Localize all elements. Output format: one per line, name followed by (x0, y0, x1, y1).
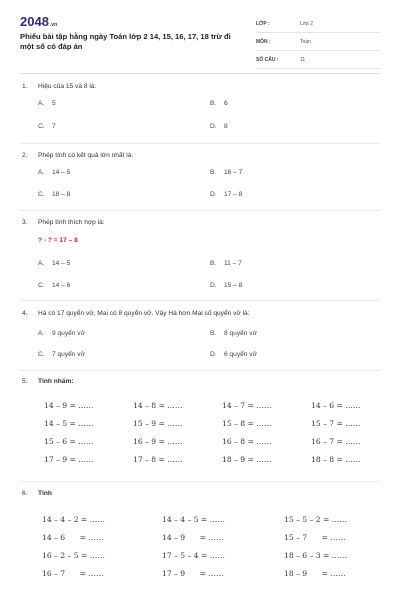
option-b[interactable] (210, 168, 242, 178)
calc-item: 14 – 6 = …… (42, 533, 104, 542)
question-number: 1. (22, 83, 28, 90)
question-prompt: Tính nhẩm: (38, 378, 74, 385)
calc-item: 17 – 9 = …… (162, 569, 224, 578)
option-letter: B. (210, 100, 217, 107)
calc-item: 16 – 7 = …… (42, 569, 104, 578)
question-separator (20, 300, 380, 301)
calc-item: 17 – 5 – 4 = …… (162, 551, 225, 560)
site-logo[interactable] (20, 14, 57, 29)
question-separator (20, 370, 380, 371)
meta-label: LỚP : (256, 21, 270, 27)
option-letter: A. (38, 100, 45, 107)
question-5 (22, 377, 378, 387)
question-text (22, 489, 378, 499)
calc-item: 16 – 8 = …… (222, 437, 272, 446)
option-text: 14 – 6 (52, 282, 71, 289)
option-text: 15 – 8 (224, 282, 243, 289)
question-text (22, 151, 378, 161)
question-prompt: Phép tính có kết quả lớn nhất là: (38, 152, 134, 159)
calc-item: 14 – 9 = …… (162, 533, 224, 542)
question-number: 6. (22, 490, 28, 497)
option-b[interactable] (210, 99, 228, 109)
meta-row-subject (256, 36, 380, 51)
calc-item: 18 – 6 – 3 = …… (284, 551, 347, 560)
question-2 (22, 151, 378, 198)
option-letter: A. (38, 169, 45, 176)
calc-item: 17 – 9 = …… (44, 455, 94, 464)
question-number: 5. (22, 378, 28, 385)
option-letter: D. (210, 191, 217, 198)
option-d[interactable] (210, 281, 242, 291)
option-text: 9 quyển vở (52, 330, 85, 337)
question-number: 2. (22, 152, 28, 159)
question-1 (22, 82, 378, 130)
option-letter: D. (210, 282, 217, 289)
calc-item: 14 – 4 – 2 = …… (42, 515, 105, 524)
question-number: 3. (22, 219, 28, 226)
calc-item: 15 – 9 = …… (133, 419, 183, 428)
question-prompt: Hà có 17 quyển vở, Mai có 8 quyển vở. Vậy Hà hơn Mai số quyển vở là: (38, 310, 250, 317)
meta-row-class (256, 18, 380, 33)
option-c[interactable] (38, 350, 85, 360)
meta-label: SỐ CÂU : (256, 57, 279, 63)
option-d[interactable] (210, 350, 257, 360)
option-text: 6 quyển vở (224, 351, 257, 358)
option-d[interactable] (210, 190, 242, 200)
option-c[interactable] (38, 281, 70, 291)
calc-item: 18 – 8 = …… (311, 455, 361, 464)
question-text (22, 82, 378, 92)
meta-row-count (256, 54, 380, 69)
option-c[interactable] (38, 190, 70, 200)
option-letter: B. (210, 260, 217, 267)
question-prompt: Tính (38, 490, 52, 497)
calc-item: 14 – 5 = …… (44, 419, 94, 428)
option-text: 5 (52, 100, 56, 107)
option-text: 7 quyển vở (52, 351, 85, 358)
worksheet-header (20, 10, 380, 70)
calc-item: 15 – 5 – 2 = …… (284, 515, 347, 524)
logo-domain: .vn (49, 22, 58, 28)
option-text: 7 (52, 123, 56, 130)
calc-item: 15 – 7 = …… (311, 419, 361, 428)
calc-item: 17 – 8 = …… (133, 455, 183, 464)
question-prompt: Phép tính thích hợp là: (38, 219, 105, 226)
calc-item: 18 – 9 = …… (222, 455, 272, 464)
option-text: 14 – 5 (52, 260, 71, 267)
option-text: 17 – 8 (224, 191, 243, 198)
question-text (22, 218, 378, 228)
option-text: 14 – 5 (52, 169, 71, 176)
option-a[interactable] (38, 329, 85, 339)
option-letter: C. (38, 191, 45, 198)
option-letter: B. (210, 330, 217, 337)
red-expression: ? - ? = 17 – 8 (38, 237, 78, 244)
question-4 (22, 309, 378, 358)
option-text: 11 – 7 (224, 260, 242, 267)
option-a[interactable] (38, 99, 56, 109)
option-letter: C. (38, 351, 45, 358)
page-title: Phiếu bài tập hằng ngày Toán lớp 2 14, 15, 16, 17, 18 trừ đi một số có đáp án (20, 32, 231, 51)
option-text: 18 – 8 (52, 191, 71, 198)
option-a[interactable] (38, 168, 70, 178)
calc-item: 14 – 6 = …… (311, 401, 361, 410)
meta-value: 11 (300, 57, 306, 63)
calc-item: 18 – 9 = …… (284, 569, 346, 578)
option-c[interactable] (38, 122, 56, 132)
logo-text: 2048 (20, 14, 49, 29)
meta-value: Lớp 2 (300, 21, 314, 27)
calc-item: 15 – 6 = …… (44, 437, 94, 446)
option-text: 8 quyển vở (224, 330, 257, 337)
calc-item: 16 – 2 – 5 = …… (42, 551, 105, 560)
calc-item: 14 – 7 = …… (222, 401, 272, 410)
question-text (22, 309, 378, 319)
calc-item: 14 – 4 – 5 = …… (162, 515, 225, 524)
calc-item: 16 – 7 = …… (311, 437, 361, 446)
calc-item: 16 – 9 = …… (133, 437, 183, 446)
question-prompt: Hiệu của 15 và 8 là: (38, 83, 97, 90)
calc-item: 14 – 8 = …… (133, 401, 183, 410)
option-text: 6 (224, 100, 228, 107)
option-d[interactable] (210, 122, 228, 132)
question-3 (22, 218, 378, 289)
question-number: 4. (22, 310, 28, 317)
option-letter: A. (38, 330, 45, 337)
question-separator (20, 481, 380, 482)
question-6 (22, 489, 378, 499)
option-letter: C. (38, 123, 45, 130)
header-divider (20, 73, 380, 74)
option-letter: D. (210, 123, 217, 130)
question-text (22, 377, 378, 387)
option-b[interactable] (210, 259, 242, 269)
meta-value: Toán (300, 39, 311, 45)
question-separator (20, 210, 380, 211)
meta-label: MÔN : (256, 39, 271, 45)
option-letter: D. (210, 351, 217, 358)
calc-item: 14 – 9 = …… (44, 401, 94, 410)
option-letter: B. (210, 169, 217, 176)
calc-item: 15 – 8 = …… (222, 419, 272, 428)
meta-info (256, 18, 380, 72)
option-text: 8 (224, 123, 228, 130)
option-letter: C. (38, 282, 45, 289)
option-letter: A. (38, 260, 45, 267)
calc-item: 15 – 7 = …… (284, 533, 346, 542)
option-text: 16 – 7 (224, 169, 243, 176)
option-b[interactable] (210, 329, 257, 339)
question-separator (20, 143, 380, 144)
option-a[interactable] (38, 259, 70, 269)
